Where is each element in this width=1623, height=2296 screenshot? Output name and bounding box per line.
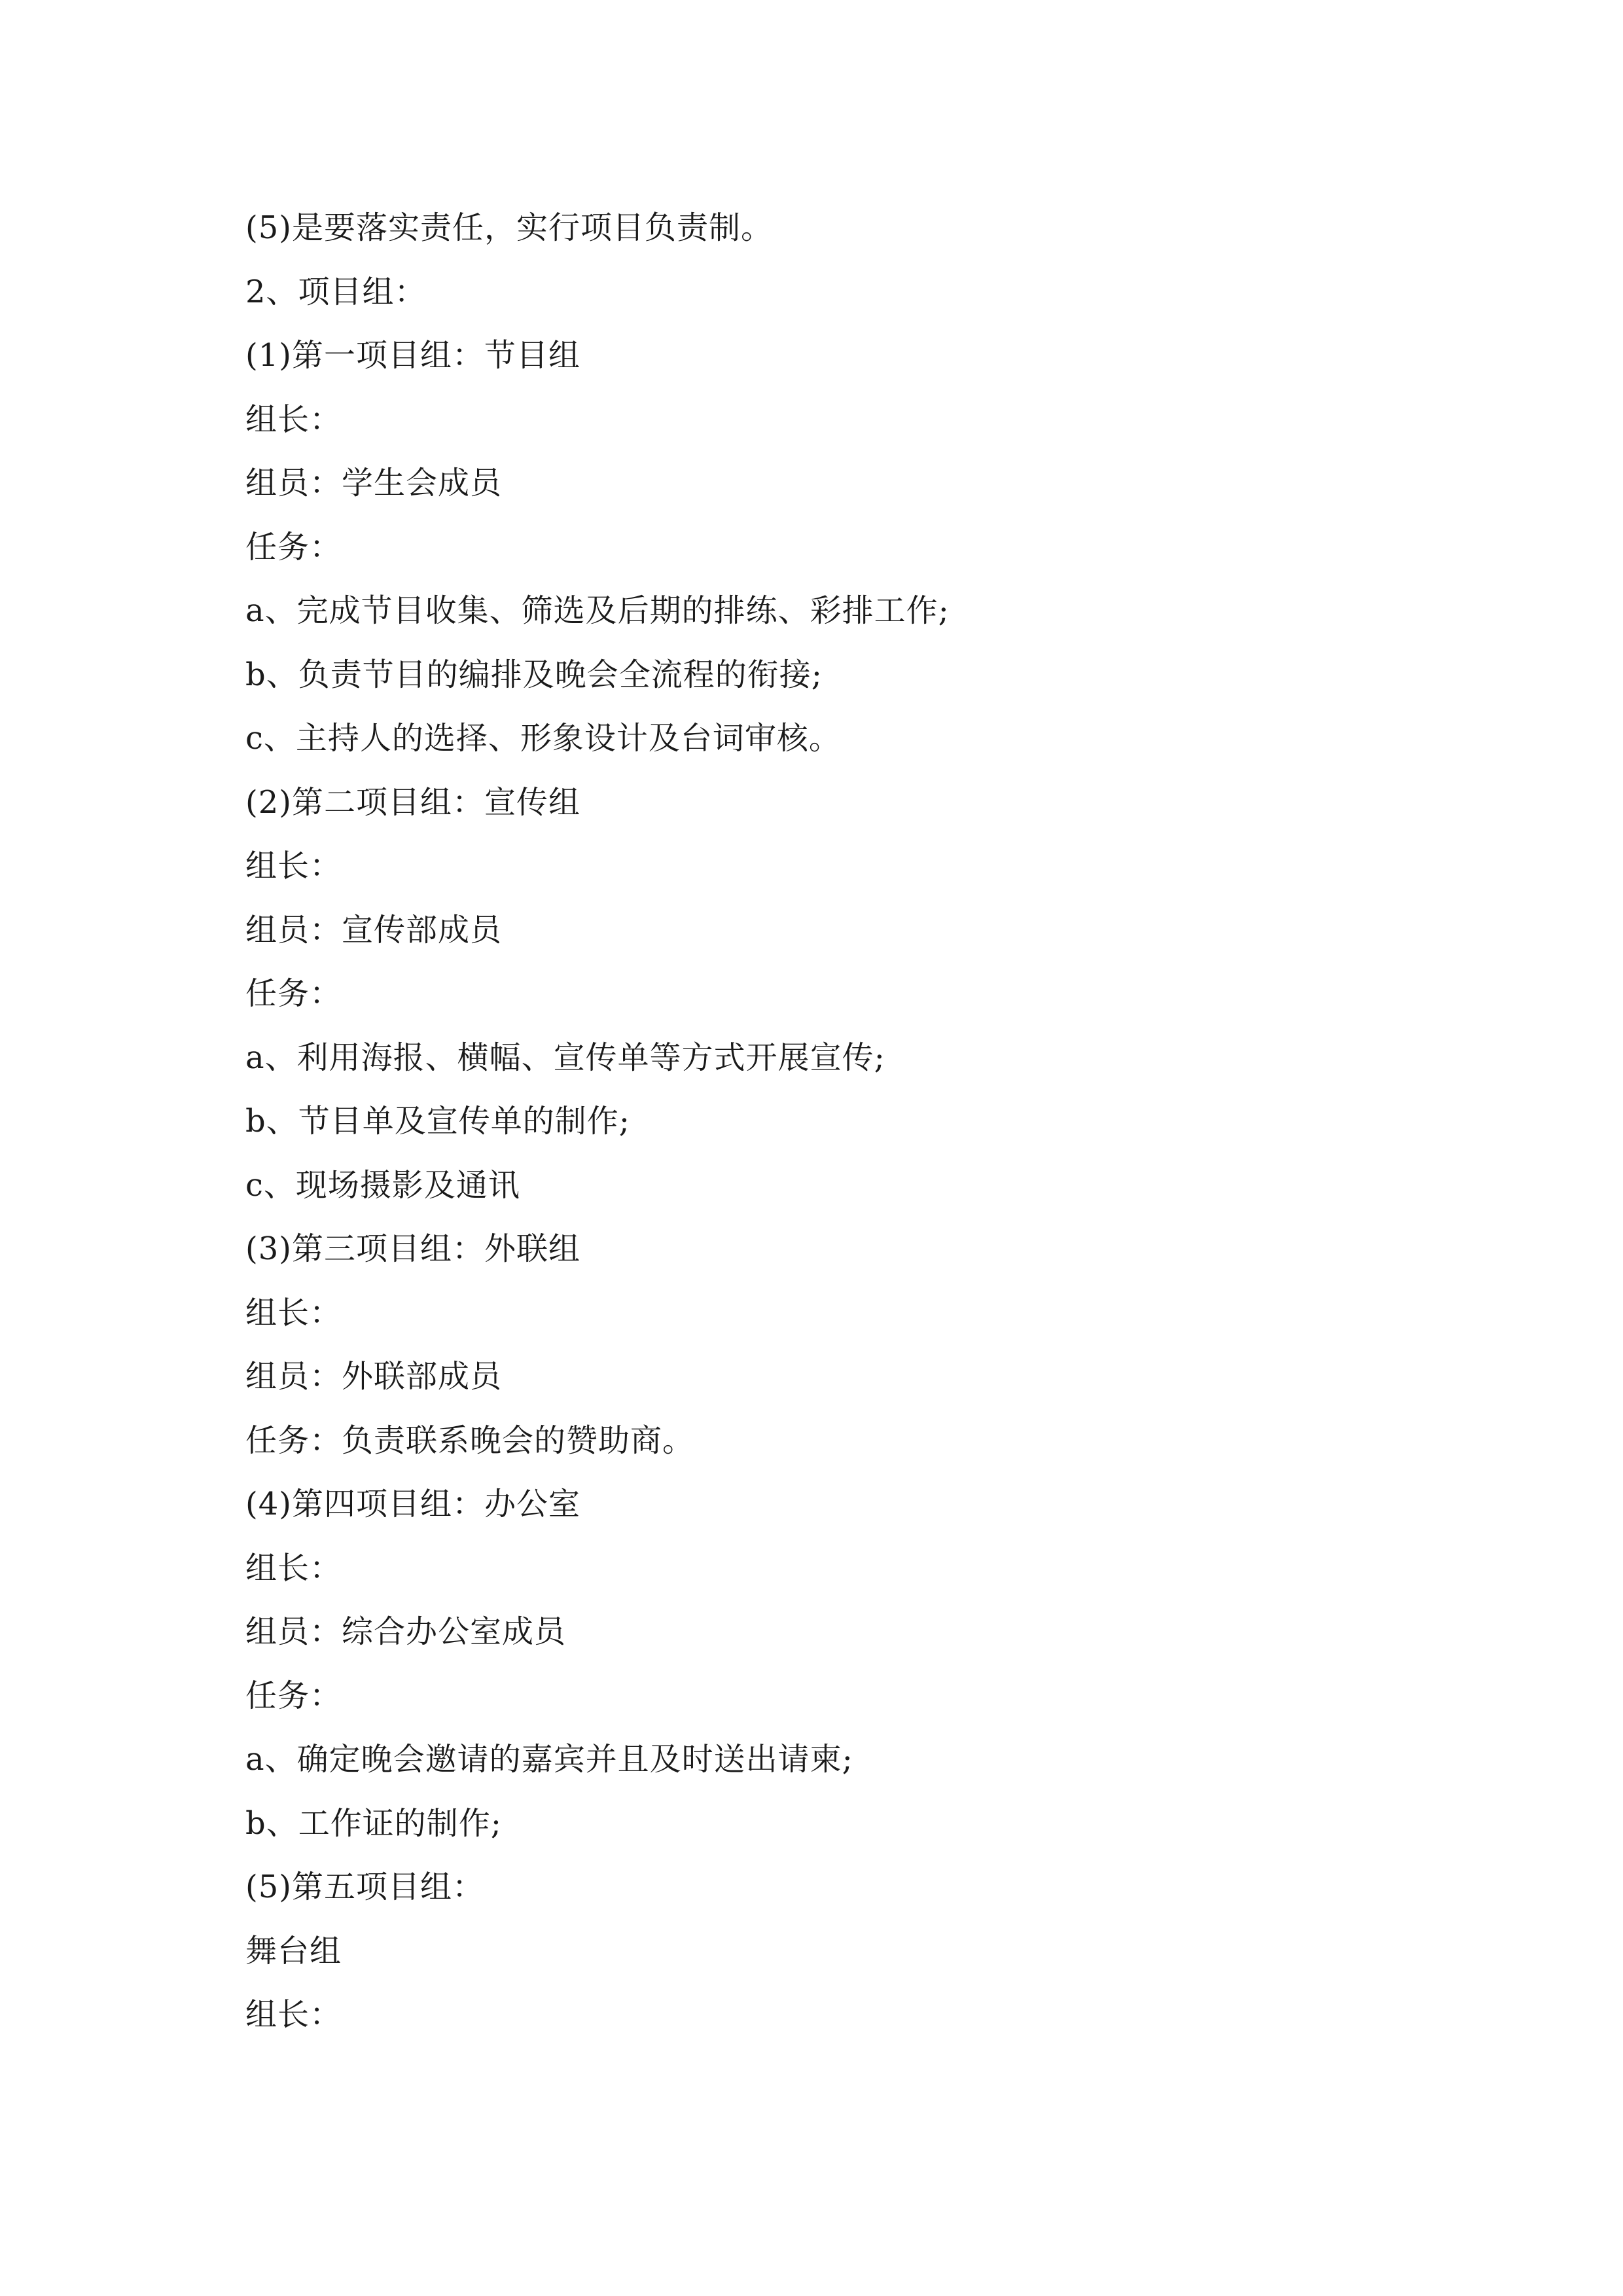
text-line: 舞台组 bbox=[245, 1932, 342, 1969]
task-item: b、负责节目的编排及晚会全流程的衔接; bbox=[245, 656, 823, 693]
text-line: 组长： bbox=[245, 848, 342, 884]
text-line: 组员：综合办公室成员 bbox=[245, 1613, 567, 1650]
text-line: 组长： bbox=[245, 401, 342, 438]
text-line: 组长： bbox=[245, 1549, 342, 1587]
group-heading: (1)第一项目组：节目组 bbox=[245, 337, 580, 374]
group-heading: (4)第四项目组：办公室 bbox=[245, 1486, 580, 1522]
text-line: 任务： bbox=[245, 528, 342, 565]
text-line: 组长： bbox=[245, 1996, 342, 2033]
task-item: a、确定晚会邀请的嘉宾并且及时送出请柬; bbox=[245, 1741, 853, 1778]
task-item: a、完成节目收集、筛选及后期的排练、彩排工作; bbox=[245, 592, 950, 629]
text-line: 组员：外联部成员 bbox=[245, 1358, 503, 1395]
task-item: b、工作证的制作; bbox=[245, 1804, 502, 1842]
task-item: c、现场摄影及通讯 bbox=[245, 1166, 520, 1204]
task-item: a、利用海报、横幅、宣传单等方式开展宣传; bbox=[245, 1039, 885, 1076]
text-line: 组长： bbox=[245, 1294, 342, 1331]
text-line: 任务： bbox=[245, 1677, 342, 1714]
document-body bbox=[245, 196, 1489, 2047]
text-line: 任务：负责联系晚会的赞助商。 bbox=[245, 1422, 695, 1459]
task-item: b、节目单及宣传单的制作; bbox=[245, 1103, 630, 1139]
group-heading: (3)第三项目组：外联组 bbox=[245, 1230, 580, 1267]
text-line: (5)是要落实责任，实行项目负责制。 bbox=[245, 209, 773, 246]
group-heading: (2)第二项目组：宣传组 bbox=[245, 783, 580, 821]
group-heading: (5)第五项目组： bbox=[245, 1869, 484, 1905]
text-line: 组员：宣传部成员 bbox=[245, 911, 503, 948]
text-line: 任务： bbox=[245, 975, 342, 1012]
section-heading: 2、项目组： bbox=[245, 273, 427, 310]
task-item: c、主持人的选择、形象设计及台词审核。 bbox=[245, 720, 841, 757]
text-line: 组员：学生会成员 bbox=[245, 465, 503, 501]
